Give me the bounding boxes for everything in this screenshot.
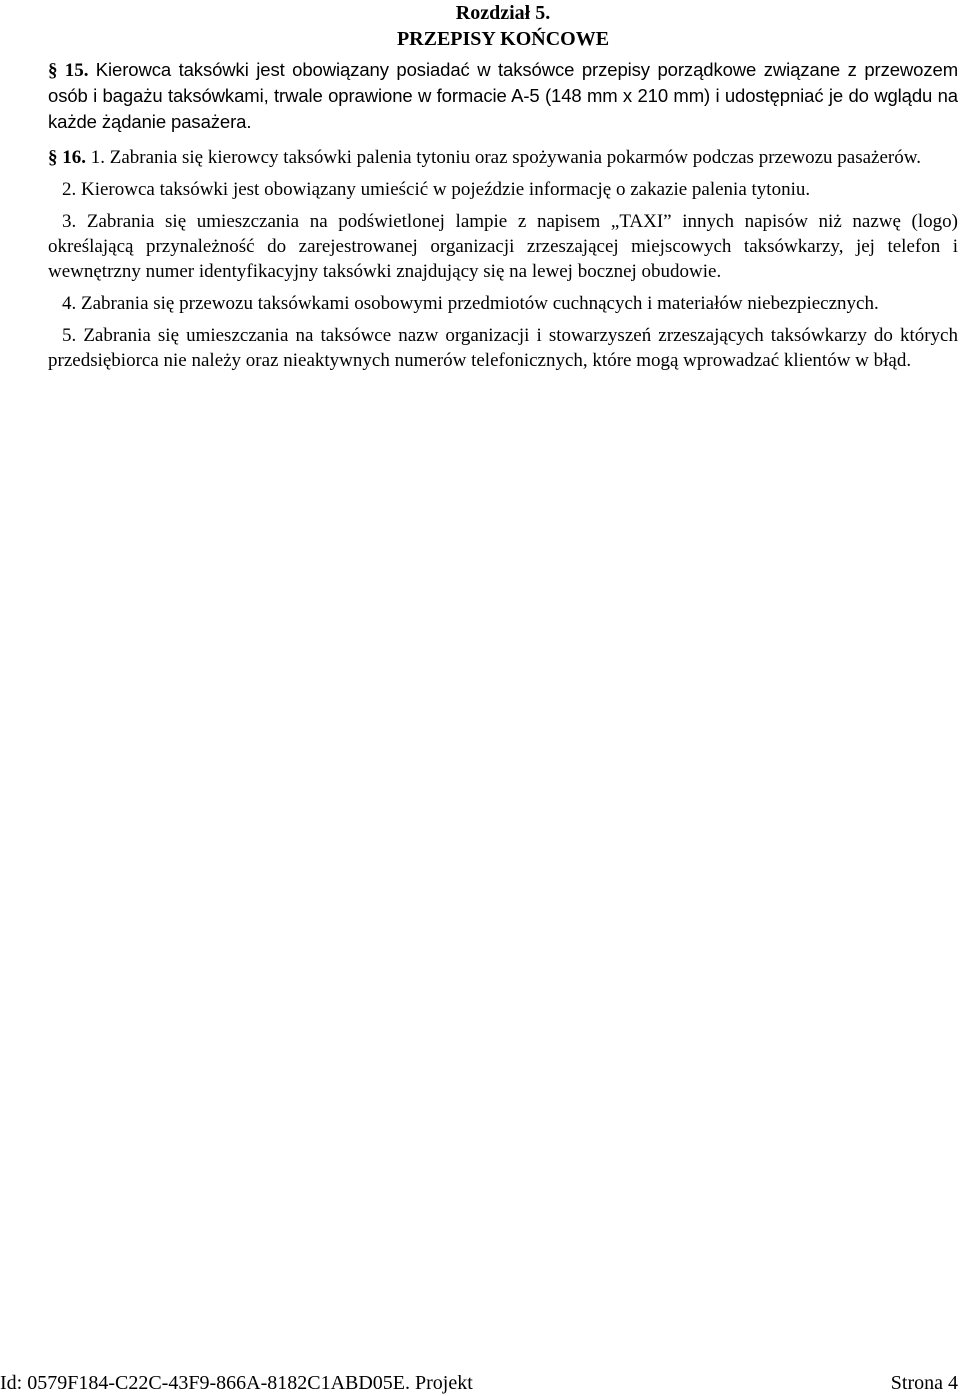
paragraph-16-1 bbox=[48, 145, 958, 170]
section-number-16: 16. bbox=[62, 147, 86, 168]
document-id: Id: 0579F184-C22C-43F9-866A-8182C1ABD05E. Projekt bbox=[0, 1372, 473, 1394]
paragraph-15-text: Kierowca taksówki jest obowiązany posiadać w taksówce przepisy porządkowe związane z przewozem osób i bagażu taksówkami, trwale oprawione w formacie A-5 (148 mm x 210 mm) i udostępniać je do wglądu na każde żądanie pasażera. bbox=[48, 59, 959, 132]
paragraph-16-5: 5. Zabrania się umieszczania na taksówce nazw organizacji i stowarzyszeń zrzeszających taksówkarzy do których przedsiębiorca nie należy oraz nieaktywnych numerów telefonicznych, które mogą wprowadzać klientów w błąd. bbox=[48, 325, 958, 371]
section-number-15: 15. bbox=[64, 60, 89, 81]
paragraph-16-1-text: 1. Zabrania się kierowcy taksówki palenia tytoniu oraz spożywania pokarmów podczas przewozu pasażerów. bbox=[90, 147, 921, 168]
section-symbol: § bbox=[48, 147, 58, 168]
paragraph-16-3: 3. Zabrania się umieszczania na podświetlonej lampie z napisem „TAXI” innych napisów niż nazwę (logo) określającą przynależność do zarejestrowanej organizacji zrzeszającej miejscowych taksówkarzy, jej telefon i wewnętrzny numer identyfikacyjny taksówki znajdujący się na lewej bocznej obudowie. bbox=[48, 211, 958, 282]
page-footer bbox=[0, 1371, 960, 1396]
chapter-heading bbox=[48, 0, 958, 52]
paragraph-16-4: 4. Zabrania się przewozu taksówkami osobowymi przedmiotów cuchnących i materiałów niebezpiecznych. bbox=[62, 293, 879, 314]
section-symbol: § bbox=[48, 60, 58, 81]
chapter-title: PRZEPISY KOŃCOWE bbox=[396, 28, 610, 50]
paragraph-16-2: 2. Kierowca taksówki jest obowiązany umieścić w pojeździe informację o zakazie palenia tytoniu. bbox=[62, 179, 811, 200]
document-page bbox=[48, 0, 958, 373]
paragraph-15 bbox=[48, 57, 958, 135]
chapter-number: Rozdział 5. bbox=[455, 2, 551, 24]
page-number: Strona 4 bbox=[890, 1372, 958, 1394]
